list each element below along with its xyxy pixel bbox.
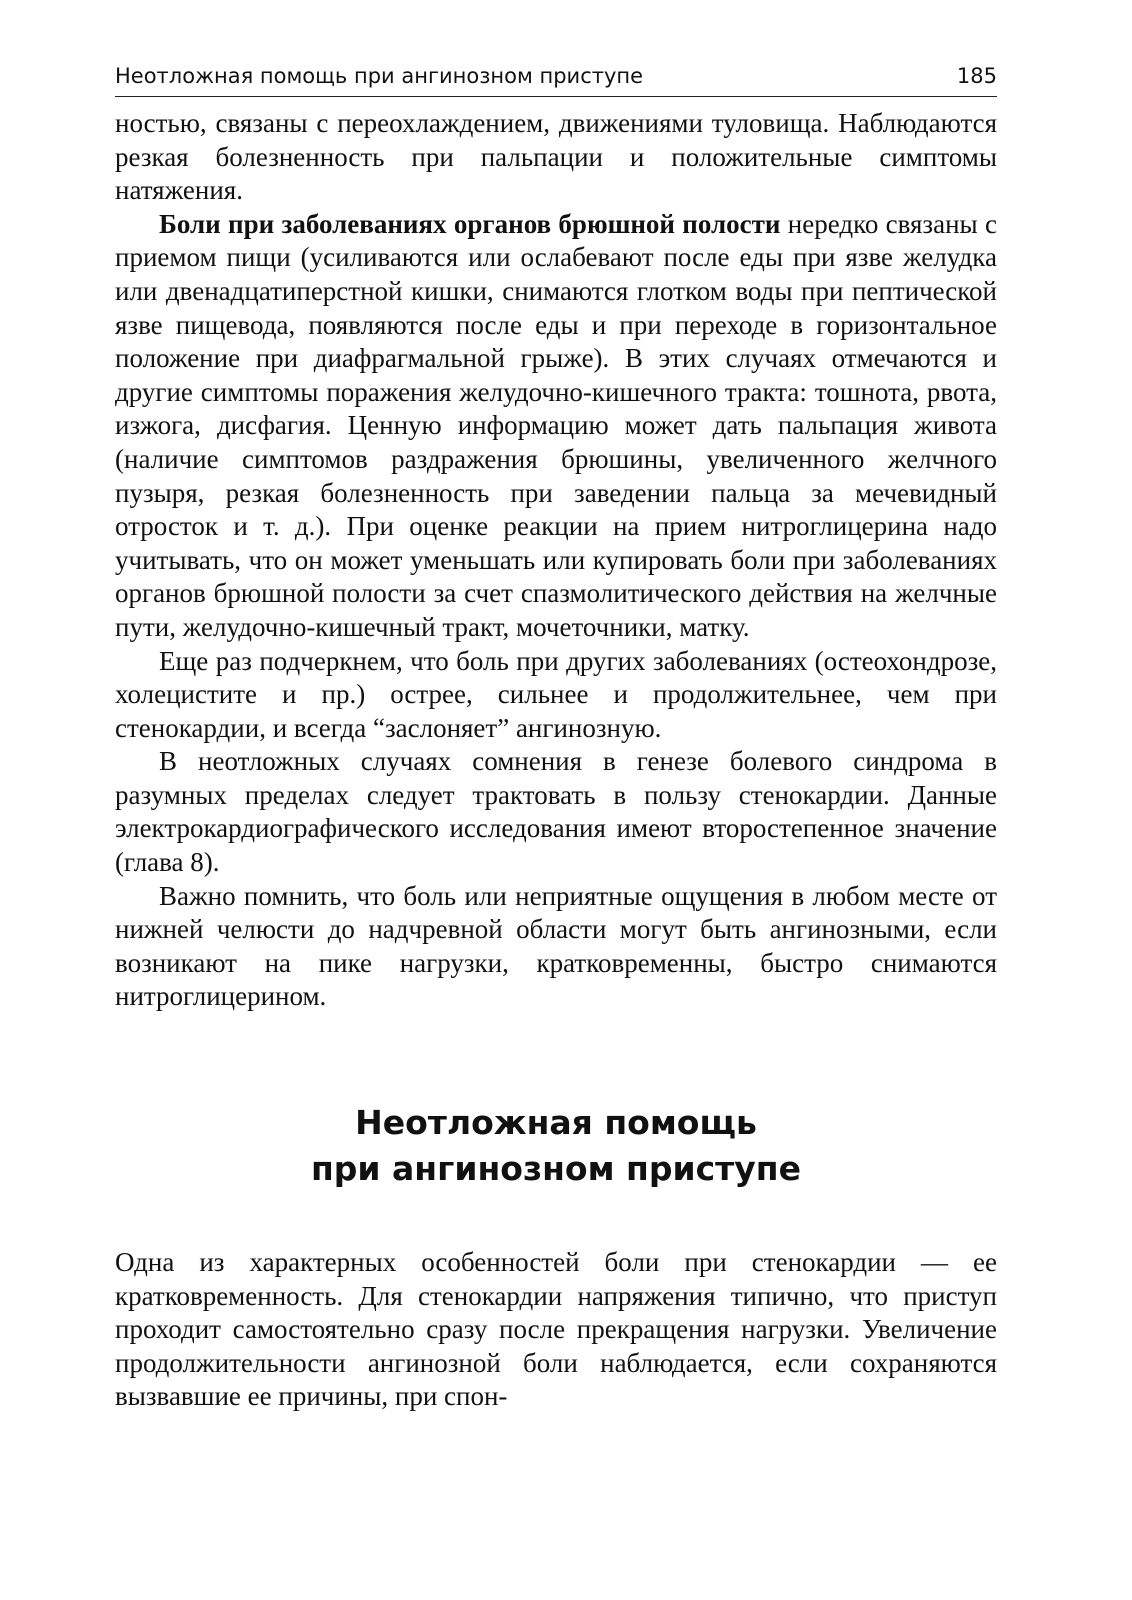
book-page (115, 62, 997, 1414)
paragraph-important-note: Важно помнить, что боль или неприятные ощущения в любом месте от нижней челюсти до надчревной области могут быть ангинозными, если возникают на пике нагрузки, кратковременны, быстро снимаются нитроглицерином. (115, 880, 997, 1012)
paragraph-continuation: ностью, связаны с переохлаждением, движениями туловища. Наблюдаются резкая болезненность при пальпации и положительные симптомы натяжения. (115, 108, 997, 206)
section-heading (115, 1100, 997, 1192)
running-header (115, 62, 997, 97)
section-first-paragraph: Одна из характерных особенностей боли при стенокардии — ее кратковременность. Для стенокардии напряжения типично, что приступ проходит самостоятельно сразу после прекращения нагрузки. Увеличение продолжительности ангинозной боли наблюдается, если сохраняются вызвавшие ее причины, при спон- (115, 1247, 997, 1412)
page-number: 185 (956, 64, 997, 88)
body-text (115, 107, 997, 1414)
running-title: Неотложная помощь при ангинозном приступе (115, 64, 644, 88)
paragraph-text: нередко связаны с приемом пищи (усиливаются или ослабевают после еды при язве желудка или двенадцатиперстной кишки, снимаются глотком воды при пептической язве пищевода, появляются после еды и при переходе в горизонтальное положение при диафрагмальной грыже). В этих случаях отмечаются и другие симптомы поражения желудочно-кишечного тракта: тошнота, рвота, изжога, дисфагия. Ценную информацию может дать пальпация живота (наличие симптомов раздражения брюшины, увеличенного желчного пузыря, резкая болезненность при заведении пальца за мечевидный отросток и т. д.). При оценке реакции на прием нитроглицерина надо учитывать, что он может уменьшать или купировать боли при заболеваниях органов брюшной полости за счет спазмолитического действия на желчные пути, желудочно-кишечный тракт, мочеточники, матку. (115, 208, 997, 642)
paragraph-abdominal-pain (115, 208, 997, 645)
paragraph-emphasis: Еще раз подчеркнем, что боль при других заболеваниях (остеохондрозе, холецистите и пр.) острее, сильнее и продолжительнее, чем при стенокардии, и всегда “заслоняет” ангинозную. (115, 645, 997, 743)
section-heading-line-1: Неотложная помощь (355, 1103, 757, 1143)
paragraph-lead-term: Боли при заболеваниях органов брюшной полости (159, 208, 781, 239)
section-heading-line-2: при ангинозном приступе (311, 1149, 801, 1189)
paragraph-urgent-cases: В неотложных случаях сомнения в генезе болевого синдрома в разумных пределах следует трактовать в пользу стенокардии. Данные электрокардиографического исследования имеют второстепенное значение (глава 8). (115, 746, 997, 878)
